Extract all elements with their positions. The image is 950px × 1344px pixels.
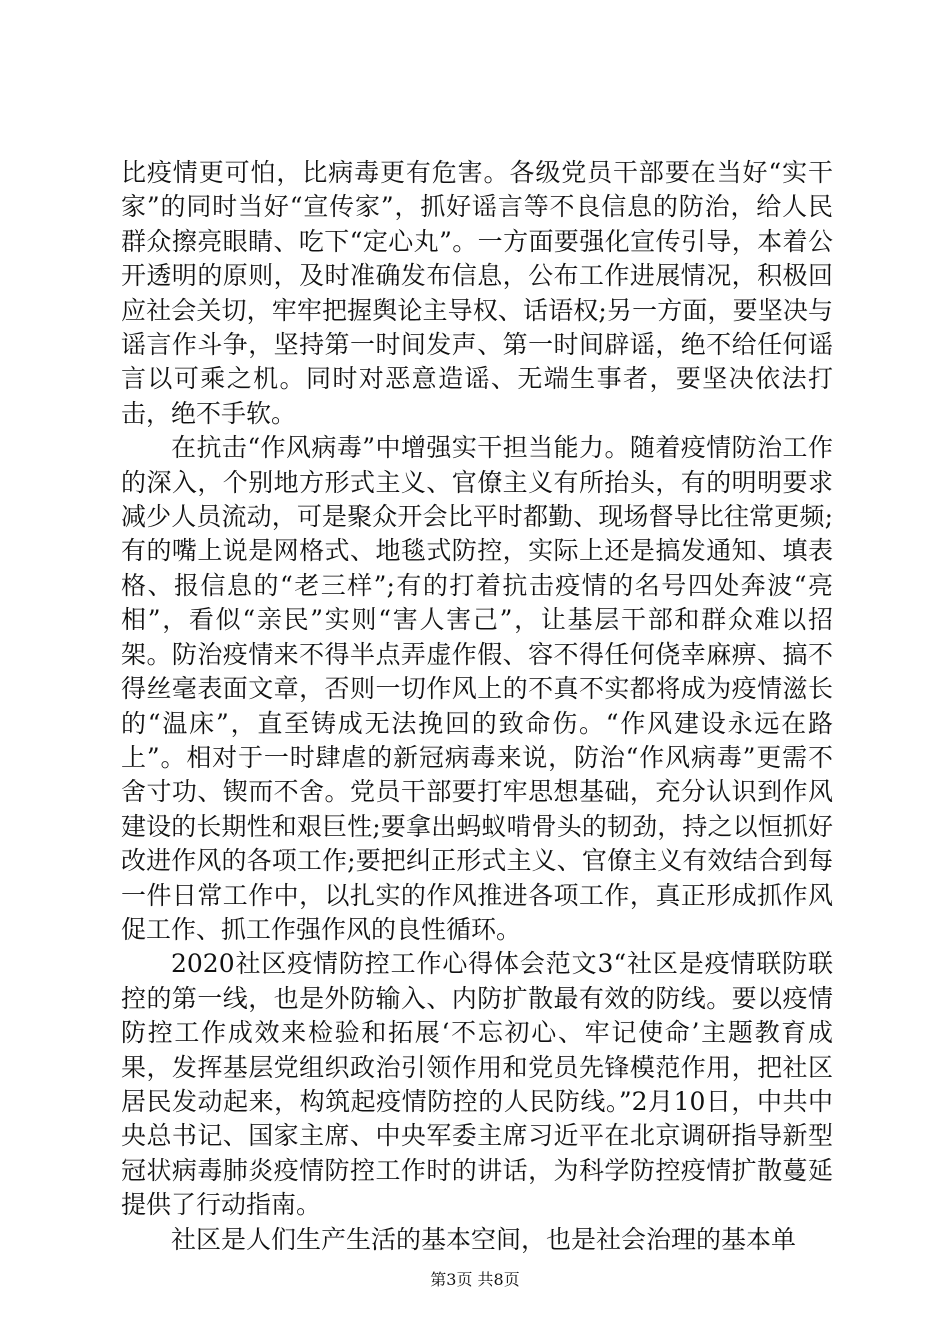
document-body: [121, 156, 833, 1257]
paragraph-4: 社区是人们生产生活的基本空间，也是社会治理的基本单: [171, 1224, 797, 1254]
paragraph-3: 2020社区疫情防控工作心得体会范文3“社区是疫情联防联控的第一线，也是外防输入、内防扩散最有效的防线。要以疫情防控工作成效来检验和拓展‘不忘初心、牢记使命’主题教育成果，发挥基层党组织政治引领作用和党员先锋模范作用，把社区居民发动起来，构筑起疫情防控的人民防线。”2月10日，中共中央总书记、国家主席、中央军委主席习近平在北京调研指导新型冠状病毒肺炎疫情防控工作时的讲话，为科学防控疫情扩散蔓延提供了行动指南。: [121, 949, 833, 1220]
page-number-footer: 第3页 共8页: [430, 1270, 520, 1289]
paragraph-2: 在抗击“作风病毒”中增强实干担当能力。随着疫情防治工作的深入，个别地方形式主义、官僚主义有所抬头，有的明明要求减少人员流动，可是聚众开会比平时都勤、现场督导比往常更频;有的嘴上说是网格式、地毯式防控，实际上还是搞发通知、填表格、报信息的“老三样”;有的打着抗击疫情的名号四处奔波“亮相”，看似“亲民”实则“害人害己”，让基层干部和群众难以招架。防治疫情来不得半点弄虚作假、容不得任何侥幸麻痹、搞不得丝毫表面文章，否则一切作风上的不真不实都将成为疫情滋长的“温床”，直至铸成无法挽回的致命伤。“作风建设永远在路上”。相对于一时肆虐的新冠病毒来说，防治“作风病毒”更需不舍寸功、锲而不舍。党员干部要打牢思想基础，充分认识到作风建设的长期性和艰巨性;要拿出蚂蚁啃骨头的韧劲，持之以恒抓好改进作风的各项工作;要把纠正形式主义、官僚主义有效结合到每一件日常工作中，以扎实的作风推进各项工作，真正形成抓作风促工作、抓工作强作风的良性循环。: [121, 433, 833, 944]
paragraph-1: 比疫情更可怕，比病毒更有危害。各级党员干部要在当好“实干家”的同时当好“宣传家”，抓好谣言等不良信息的防治，给人民群众擦亮眼睛、吃下“定心丸”。一方面要强化宣传引导，本着公开透明的原则，及时准确发布信息，公布工作进展情况，积极回应社会关切，牢牢把握舆论主导权、话语权;另一方面，要坚决与谣言作斗争，坚持第一时间发声、第一时间辟谣，绝不给任何谣言以可乘之机。同时对恶意造谣、无端生事者，要坚决依法打击，绝不手软。: [121, 158, 833, 428]
